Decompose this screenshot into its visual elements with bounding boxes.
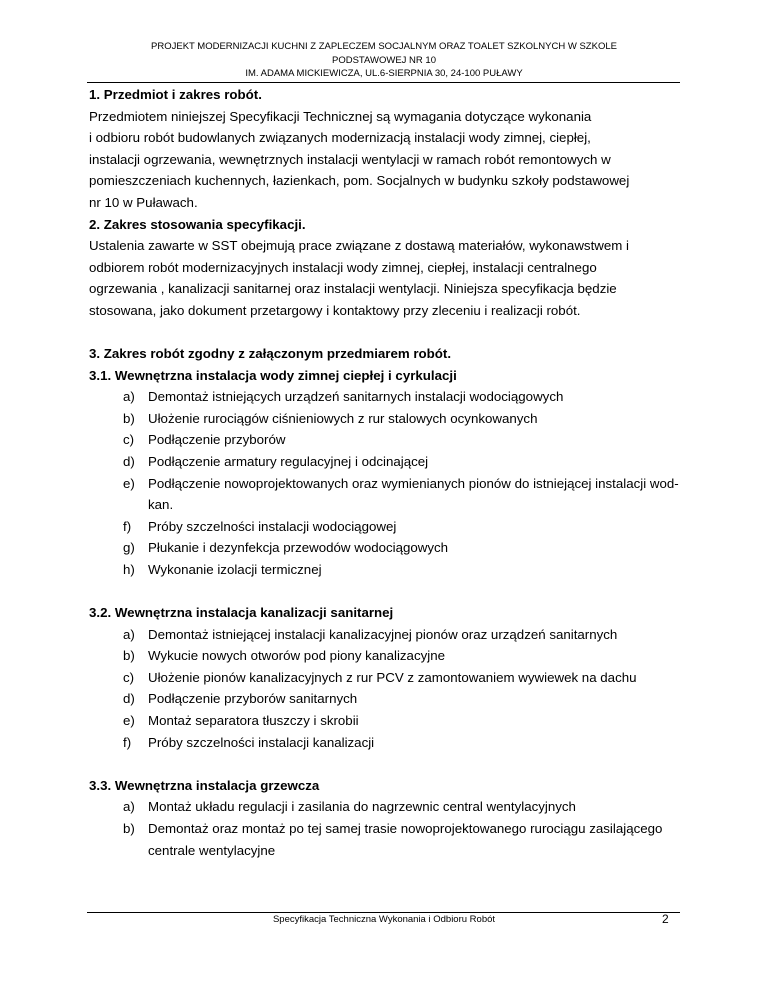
list-marker: b) <box>123 820 135 836</box>
section-1-line: nr 10 w Puławach. <box>89 194 198 210</box>
page-footer: Specyfikacja Techniczna Wykonania i Odbioru Robót <box>272 914 496 925</box>
list-marker: c) <box>123 669 135 685</box>
section-1-heading: 1. Przedmiot i zakres robót. <box>89 87 262 102</box>
list-marker: b) <box>123 648 135 664</box>
page-number: 2 <box>662 912 669 926</box>
section-2-line: ogrzewania , kanalizacji sanitarnej oraz instalacji wentylacji. Niniejsza specyfikacja będzie <box>89 281 617 297</box>
list-marker: c) <box>123 432 135 448</box>
list-item <box>123 818 689 861</box>
list-item-text: Podłączenie armatury regulacyjnej i odcinającej <box>148 454 429 469</box>
footer-divider <box>87 912 680 913</box>
section-1-line: i odbioru robót budowlanych związanych modernizacją instalacji wody zimnej, ciepłej, <box>89 130 591 146</box>
list-item-text: Podłączenie nowoprojektowanych oraz wymienianych pionów do istniejącej instalacji wod-kan. <box>148 475 679 513</box>
subsection-3-1-list <box>89 386 689 580</box>
list-item-text: Wykucie nowych otworów pod piony kanalizacyjne <box>148 648 445 664</box>
list-item-text: Montaż separatora tłuszczy i skrobii <box>148 713 359 729</box>
header-line-1: PROJEKT MODERNIZACJI KUCHNI Z ZAPLECZEM SOCJALNYM ORAZ TOALET SZKOLNYCH W SZKOLE <box>151 41 617 52</box>
list-marker: g) <box>123 540 135 556</box>
subsection-3-3-list <box>89 796 689 861</box>
list-item <box>123 710 689 732</box>
list-item <box>123 624 689 646</box>
list-item-text: Montaż układu regulacji i zasilania do nagrzewnic central wentylacyjnych <box>148 799 576 815</box>
section-2-line: odbiorem robót modernizacyjnych instalacji wody zimnej, ciepłej, instalacji centralnego <box>89 259 597 275</box>
list-item-text: Ułożenie rurociągów ciśnieniowych z rur stalowych ocynkowanych <box>148 410 538 426</box>
section-1-line: instalacji ogrzewania, wewnętrznych instalacji wentylacji w ramach robót remontowych w <box>89 151 611 167</box>
list-item <box>123 408 689 430</box>
document-body <box>89 84 689 861</box>
list-marker: f) <box>123 734 132 750</box>
list-item-text: Demontaż istniejącej instalacji kanalizacyjnej pionów oraz urządzeń sanitarnych <box>148 626 618 642</box>
subsection-3-2-list <box>89 624 689 754</box>
section-2-line: Ustalenia zawarte w SST obejmują prace związane z dostawą materiałów, wykonawstwem i <box>89 238 629 254</box>
list-item <box>123 473 689 516</box>
list-item-text: Demontaż oraz montaż po tej samej trasie nowoprojektowanego rurociągu zasilającego centrale wentylacyjne <box>148 820 663 858</box>
list-item <box>123 645 689 667</box>
list-item <box>123 386 689 408</box>
page-header <box>0 40 768 81</box>
list-item <box>123 537 689 559</box>
header-divider <box>87 82 680 83</box>
subsection-3-3-heading: 3.3. Wewnętrzna instalacja grzewcza <box>89 777 320 793</box>
list-item-text: Podłączenie przyborów <box>148 432 286 448</box>
list-marker: e) <box>123 475 135 491</box>
subsection-3-1-heading: 3.1. Wewnętrzna instalacja wody zimnej ciepłej i cyrkulacji <box>89 367 457 383</box>
section-1-line: Przedmiotem niniejszej Specyfikacji Technicznej są wymagania dotyczące wykonania <box>89 108 592 124</box>
list-marker: h) <box>123 561 135 577</box>
subsection-3-2-heading: 3.2. Wewnętrzna instalacja kanalizacji sanitarnej <box>89 605 394 621</box>
section-3-heading: 3. Zakres robót zgodny z załączonym przedmiarem robót. <box>89 346 452 362</box>
list-marker: d) <box>123 454 135 469</box>
list-item <box>123 559 689 581</box>
list-item-text: Wykonanie izolacji termicznej <box>148 561 322 577</box>
list-marker: a) <box>123 799 135 815</box>
list-marker: d) <box>123 691 135 707</box>
list-item-text: Płukanie i dezynfekcja przewodów wodociągowych <box>148 540 449 556</box>
list-marker: e) <box>123 713 135 729</box>
section-1-line: pomieszczeniach kuchennych, łazienkach, pom. Socjalnych w budynku szkoły podstawowej <box>89 173 630 189</box>
list-item-text: Ułożenie pionów kanalizacyjnych z rur PCV z zamontowaniem wywiewek na dachu <box>148 669 637 685</box>
list-marker: a) <box>123 389 135 405</box>
list-item <box>123 796 689 818</box>
list-item <box>123 732 689 754</box>
list-marker: a) <box>123 626 135 642</box>
section-2-heading: 2. Zakres stosowania specyfikacji. <box>89 216 306 232</box>
header-line-2: PODSTAWOWEJ NR 10 <box>332 54 436 66</box>
header-line-3: IM. ADAMA MICKIEWICZA, UL.6-SIERPNIA 30, 24-100 PUŁAWY <box>245 68 523 79</box>
list-marker: b) <box>123 410 135 426</box>
list-item <box>123 688 689 710</box>
list-item-text: Demontaż istniejących urządzeń sanitarnych instalacji wodociągowych <box>148 389 564 405</box>
list-item <box>123 516 689 538</box>
list-marker: f) <box>123 518 132 534</box>
list-item-text: Próby szczelności instalacji kanalizacji <box>148 734 375 750</box>
list-item <box>123 429 689 451</box>
list-item-text: Podłączenie przyborów sanitarnych <box>148 691 358 707</box>
section-2-line: stosowana, jako dokument przetargowy i kontaktowy przy zleceniu i realizacji robót. <box>89 302 581 318</box>
list-item <box>123 451 689 473</box>
list-item-text: Próby szczelności instalacji wodociągowej <box>148 518 397 534</box>
list-item <box>123 667 689 689</box>
